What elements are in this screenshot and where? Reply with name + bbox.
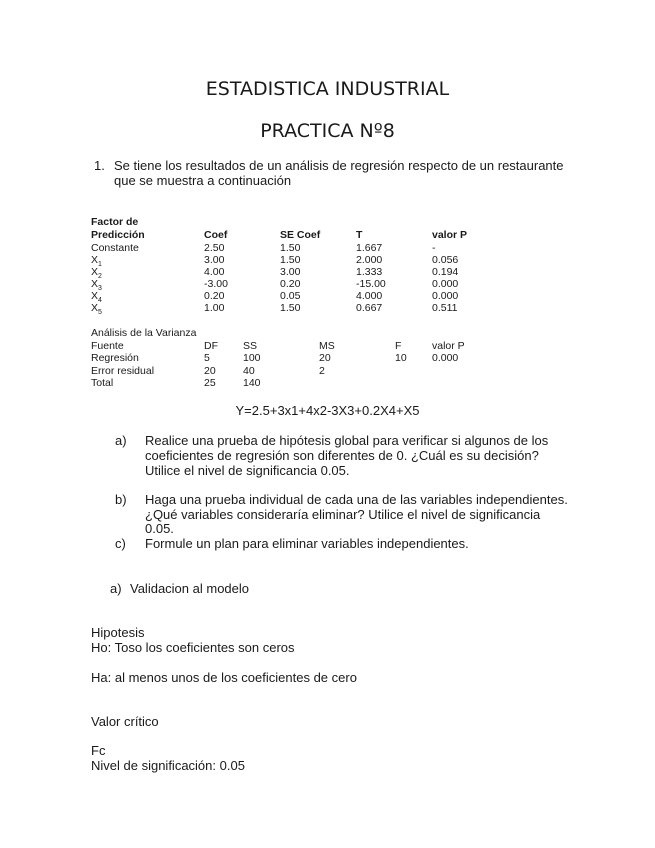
question-number: 1. — [94, 158, 105, 173]
item-c-line-1: Formule un plan para eliminar variables independientes. — [145, 536, 469, 551]
row-se: 1.50 — [280, 254, 301, 266]
row-coef: 1.00 — [204, 302, 225, 314]
row-coef: 0.20 — [204, 290, 225, 302]
anova-p: 0.000 — [432, 352, 459, 364]
row-label: $X_4$ — [91, 290, 102, 305]
row-p: 0.000 — [432, 290, 459, 302]
significance-level: Nivel de significación: 0.05 — [91, 758, 245, 773]
row-se: 3.00 — [280, 266, 301, 278]
anova-col-fuente: Fuente — [91, 340, 124, 352]
anova-fuente: Regresión — [91, 352, 139, 364]
page-title: ESTADISTICA INDUSTRIAL — [205, 78, 450, 100]
row-label: $X_2$ — [91, 266, 102, 281]
row-label: $X_3$ — [91, 278, 102, 293]
item-a-line-3: Utilice el nivel de significancia 0.05. — [145, 463, 350, 478]
anova-df: 5 — [204, 352, 210, 364]
row-p: 0.194 — [432, 266, 459, 278]
anova-df: 20 — [204, 365, 216, 377]
row-p: 0.511 — [432, 302, 458, 314]
anova-col-df: DF — [204, 340, 218, 352]
item-letter: a) — [115, 433, 127, 448]
item-a-line-2: coeficientes de regresión son diferentes de 0. ¿Cuál es su decisión? — [145, 448, 539, 463]
row-t: 0.667 — [356, 302, 383, 314]
null-hypothesis: Ho: Toso los coeficientes son ceros — [91, 640, 295, 655]
anova-title: Análisis de la Varianza — [91, 327, 197, 339]
anova-fuente: Error residual — [91, 365, 155, 377]
coef-col-prediccion: Predicción — [91, 229, 145, 241]
coef-col-se-coef: SE Coef — [280, 229, 321, 241]
item-b-line-2: ¿Qué variables consideraría eliminar? Utilice el nivel de significancia — [145, 507, 541, 522]
row-se: 1.50 — [280, 242, 301, 254]
anova-col-ms: MS — [319, 340, 335, 352]
anova-ss: 100 — [243, 352, 261, 364]
row-label: $X_5$ — [91, 302, 102, 317]
anova-col-valor-p: valor P — [432, 340, 465, 352]
coef-table-head-line1: Factor de — [91, 216, 139, 228]
page-subtitle: PRACTICA Nº8 — [260, 120, 395, 142]
answer-heading: Validacion al modelo — [130, 581, 249, 596]
row-p: 0.000 — [432, 278, 459, 290]
item-b-line-1: Haga una prueba individual de cada una de las variables independientes. — [145, 492, 568, 507]
anova-ss: 140 — [243, 377, 261, 389]
question-line-2: que se muestra a continuación — [114, 173, 292, 188]
anova-f: 10 — [395, 352, 407, 364]
anova-ms: 20 — [319, 352, 331, 364]
item-letter: c) — [115, 536, 126, 551]
hipotesis-label: Hipotesis — [91, 625, 145, 640]
row-label: Constante — [91, 242, 139, 254]
coef-col-t: T — [356, 229, 363, 241]
row-se: 0.05 — [280, 290, 301, 302]
item-b-line-3: 0.05. — [145, 521, 174, 536]
question-line-1: Se tiene los resultados de un análisis de regresión respecto de un restaurante — [114, 158, 564, 173]
row-p: 0.056 — [432, 254, 459, 266]
row-coef: -3.00 — [204, 278, 228, 290]
item-a-line-1: Realice una prueba de hipótesis global para verificar si algunos de los — [145, 433, 549, 448]
item-letter: b) — [115, 492, 127, 507]
anova-df: 25 — [204, 377, 216, 389]
coef-col-coef: Coef — [204, 229, 228, 241]
row-t: -15.00 — [356, 278, 386, 290]
alt-hypothesis: Ha: al menos unos de los coeficientes de cero — [91, 670, 357, 685]
row-coef: 4.00 — [204, 266, 225, 278]
row-coef: 2.50 — [204, 242, 225, 254]
row-coef: 3.00 — [204, 254, 225, 266]
row-p: - — [432, 242, 436, 254]
answer-heading-letter: a) — [110, 581, 122, 596]
fc-label: Fc — [91, 743, 106, 758]
anova-ss: 40 — [243, 365, 255, 377]
row-se: 0.20 — [280, 278, 301, 290]
anova-ms: 2 — [319, 365, 325, 377]
anova-col-ss: SS — [243, 340, 258, 352]
row-t: 2.000 — [356, 254, 383, 266]
row-label: $X_1$ — [91, 254, 102, 269]
row-t: 1.333 — [356, 266, 383, 278]
regression-equation: Y=2.5+3x1+4x2-3X3+0.2X4+X5 — [235, 403, 420, 418]
row-t: 1.667 — [356, 242, 383, 254]
row-se: 1.50 — [280, 302, 301, 314]
valor-critico-label: Valor crítico — [91, 714, 159, 729]
coef-col-valor-p: valor P — [432, 229, 468, 241]
anova-fuente: Total — [91, 377, 114, 389]
row-t: 4.000 — [356, 290, 383, 302]
anova-col-f: F — [395, 340, 402, 352]
